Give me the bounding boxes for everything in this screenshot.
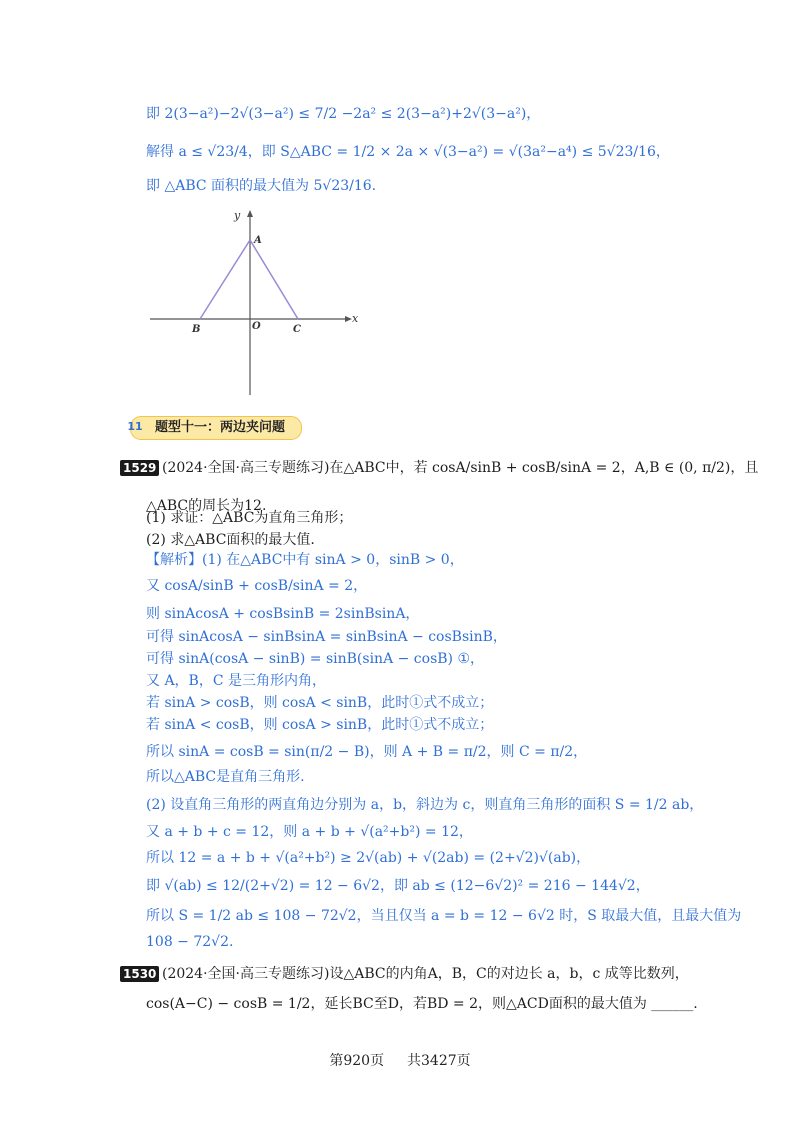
page-number: 第920页 xyxy=(329,1053,385,1069)
section-title: 题型十一：两边夹问题 xyxy=(155,420,286,435)
solution-line xyxy=(146,550,464,570)
solution-line: 所以 12 = a + b + √(a²+b²) ≥ 2√(ab) + √(2ab) = (2+√2)√(ab)， xyxy=(146,850,591,866)
solution-line: 若 sinA < cosB，则 cosA > sinB，此时①式不成立； xyxy=(146,717,494,733)
solution-line: 可得 sinAcosA − sinBsinA = sinBsinA − cosBsinB， xyxy=(146,629,507,645)
label-x: x xyxy=(352,312,359,325)
problem-stem: (2024·全国·高三专题练习)设△ABC的内角A，B，C的对边长 a，b，c 成等比数列， xyxy=(162,966,689,982)
problem-stem: △ABC的周长为12. xyxy=(146,498,267,514)
solution-line: 则 sinAcosA + cosBsinB = 2sinBsinA， xyxy=(146,606,420,622)
solution-line: 所以△ABC是直角三角形. xyxy=(146,769,305,785)
question-2: (2) 求△ABC面积的最大值. xyxy=(146,532,315,548)
solution-line: 所以 S = 1/2 ab ≤ 108 − 72√2，当且仅当 a = b = 12 − 6√2 时，S 取最大值，且最大值为 xyxy=(146,908,742,924)
page-footer xyxy=(0,1050,800,1070)
section-number: 11 xyxy=(127,420,143,433)
solution-line: 即 √(ab) ≤ 12/(2+√2) = 12 − 6√2，即 ab ≤ (12−6√2)² = 216 − 144√2， xyxy=(146,878,650,894)
question-1: (1) 求证：△ABC为直角三角形； xyxy=(146,510,353,526)
solution-line: (2) 设直角三角形的两直角边分别为 a，b，斜边为 c，则直角三角形的面积 S = 1/2 ab， xyxy=(146,797,704,813)
x-axis-arrow xyxy=(345,316,352,322)
solution-line: 又 cosA/sinB + cosB/sinA = 2， xyxy=(146,578,368,594)
solution-line: 所以 sinA = cosB = sin(π/2 − B)，则 A + B = π/2，则 C = π/2， xyxy=(146,744,588,760)
y-axis-arrow xyxy=(247,210,253,217)
section-banner xyxy=(127,416,302,440)
problem-stem: cos(A−C) − cosB = 1/2，延长BC至D，若BD = 2，则△ACD面积的最大值为 ______. xyxy=(146,996,698,1012)
label-C: C xyxy=(293,324,301,335)
problem-stem: (2024·全国·高三专题练习)在△ABC中，若 cosA/sinB + cosB/sinA = 2，A,B ∈ (0, π/2)，且 xyxy=(162,460,759,476)
label-O: O xyxy=(252,321,261,332)
solution-line: 108 − 72√2. xyxy=(146,934,234,950)
solution-line: 可得 sinA(cosA − sinB) = sinB(sinA − cosB) ①， xyxy=(146,651,485,667)
label-B: B xyxy=(192,324,201,335)
side-AB xyxy=(200,240,250,319)
page-total: 共3427页 xyxy=(407,1053,471,1069)
label-A: A xyxy=(254,235,262,246)
triangle-figure xyxy=(140,205,370,400)
solution-text: (1) 在△ABC中有 sinA > 0，sinB > 0， xyxy=(202,552,464,568)
side-AC xyxy=(250,240,298,319)
solution-line: 即 2(3−a²)−2√(3−a²) ≤ 7/2 −2a² ≤ 2(3−a²)+2√(3−a²)， xyxy=(146,106,541,122)
problem-number-badge: 1530 xyxy=(120,966,159,982)
solution-line: 解得 a ≤ √23/4，即 S△ABC = 1/2 × 2a × √(3−a²) = √(3a²−a⁴) ≤ 5√23/16， xyxy=(146,144,670,160)
solution-line: 又 A，B，C 是三角形内角， xyxy=(146,673,327,689)
solution-line: 又 a + b + c = 12，则 a + b + √(a²+b²) = 12， xyxy=(146,824,473,840)
solution-line: 即 △ABC 面积的最大值为 5√23/16. xyxy=(146,178,377,194)
problem-number-badge: 1529 xyxy=(120,460,159,476)
analysis-tag: 【解析】 xyxy=(146,552,202,568)
label-y: y xyxy=(234,209,241,222)
solution-line: 若 sinA > cosB，则 cosA < sinB，此时①式不成立； xyxy=(146,695,494,711)
